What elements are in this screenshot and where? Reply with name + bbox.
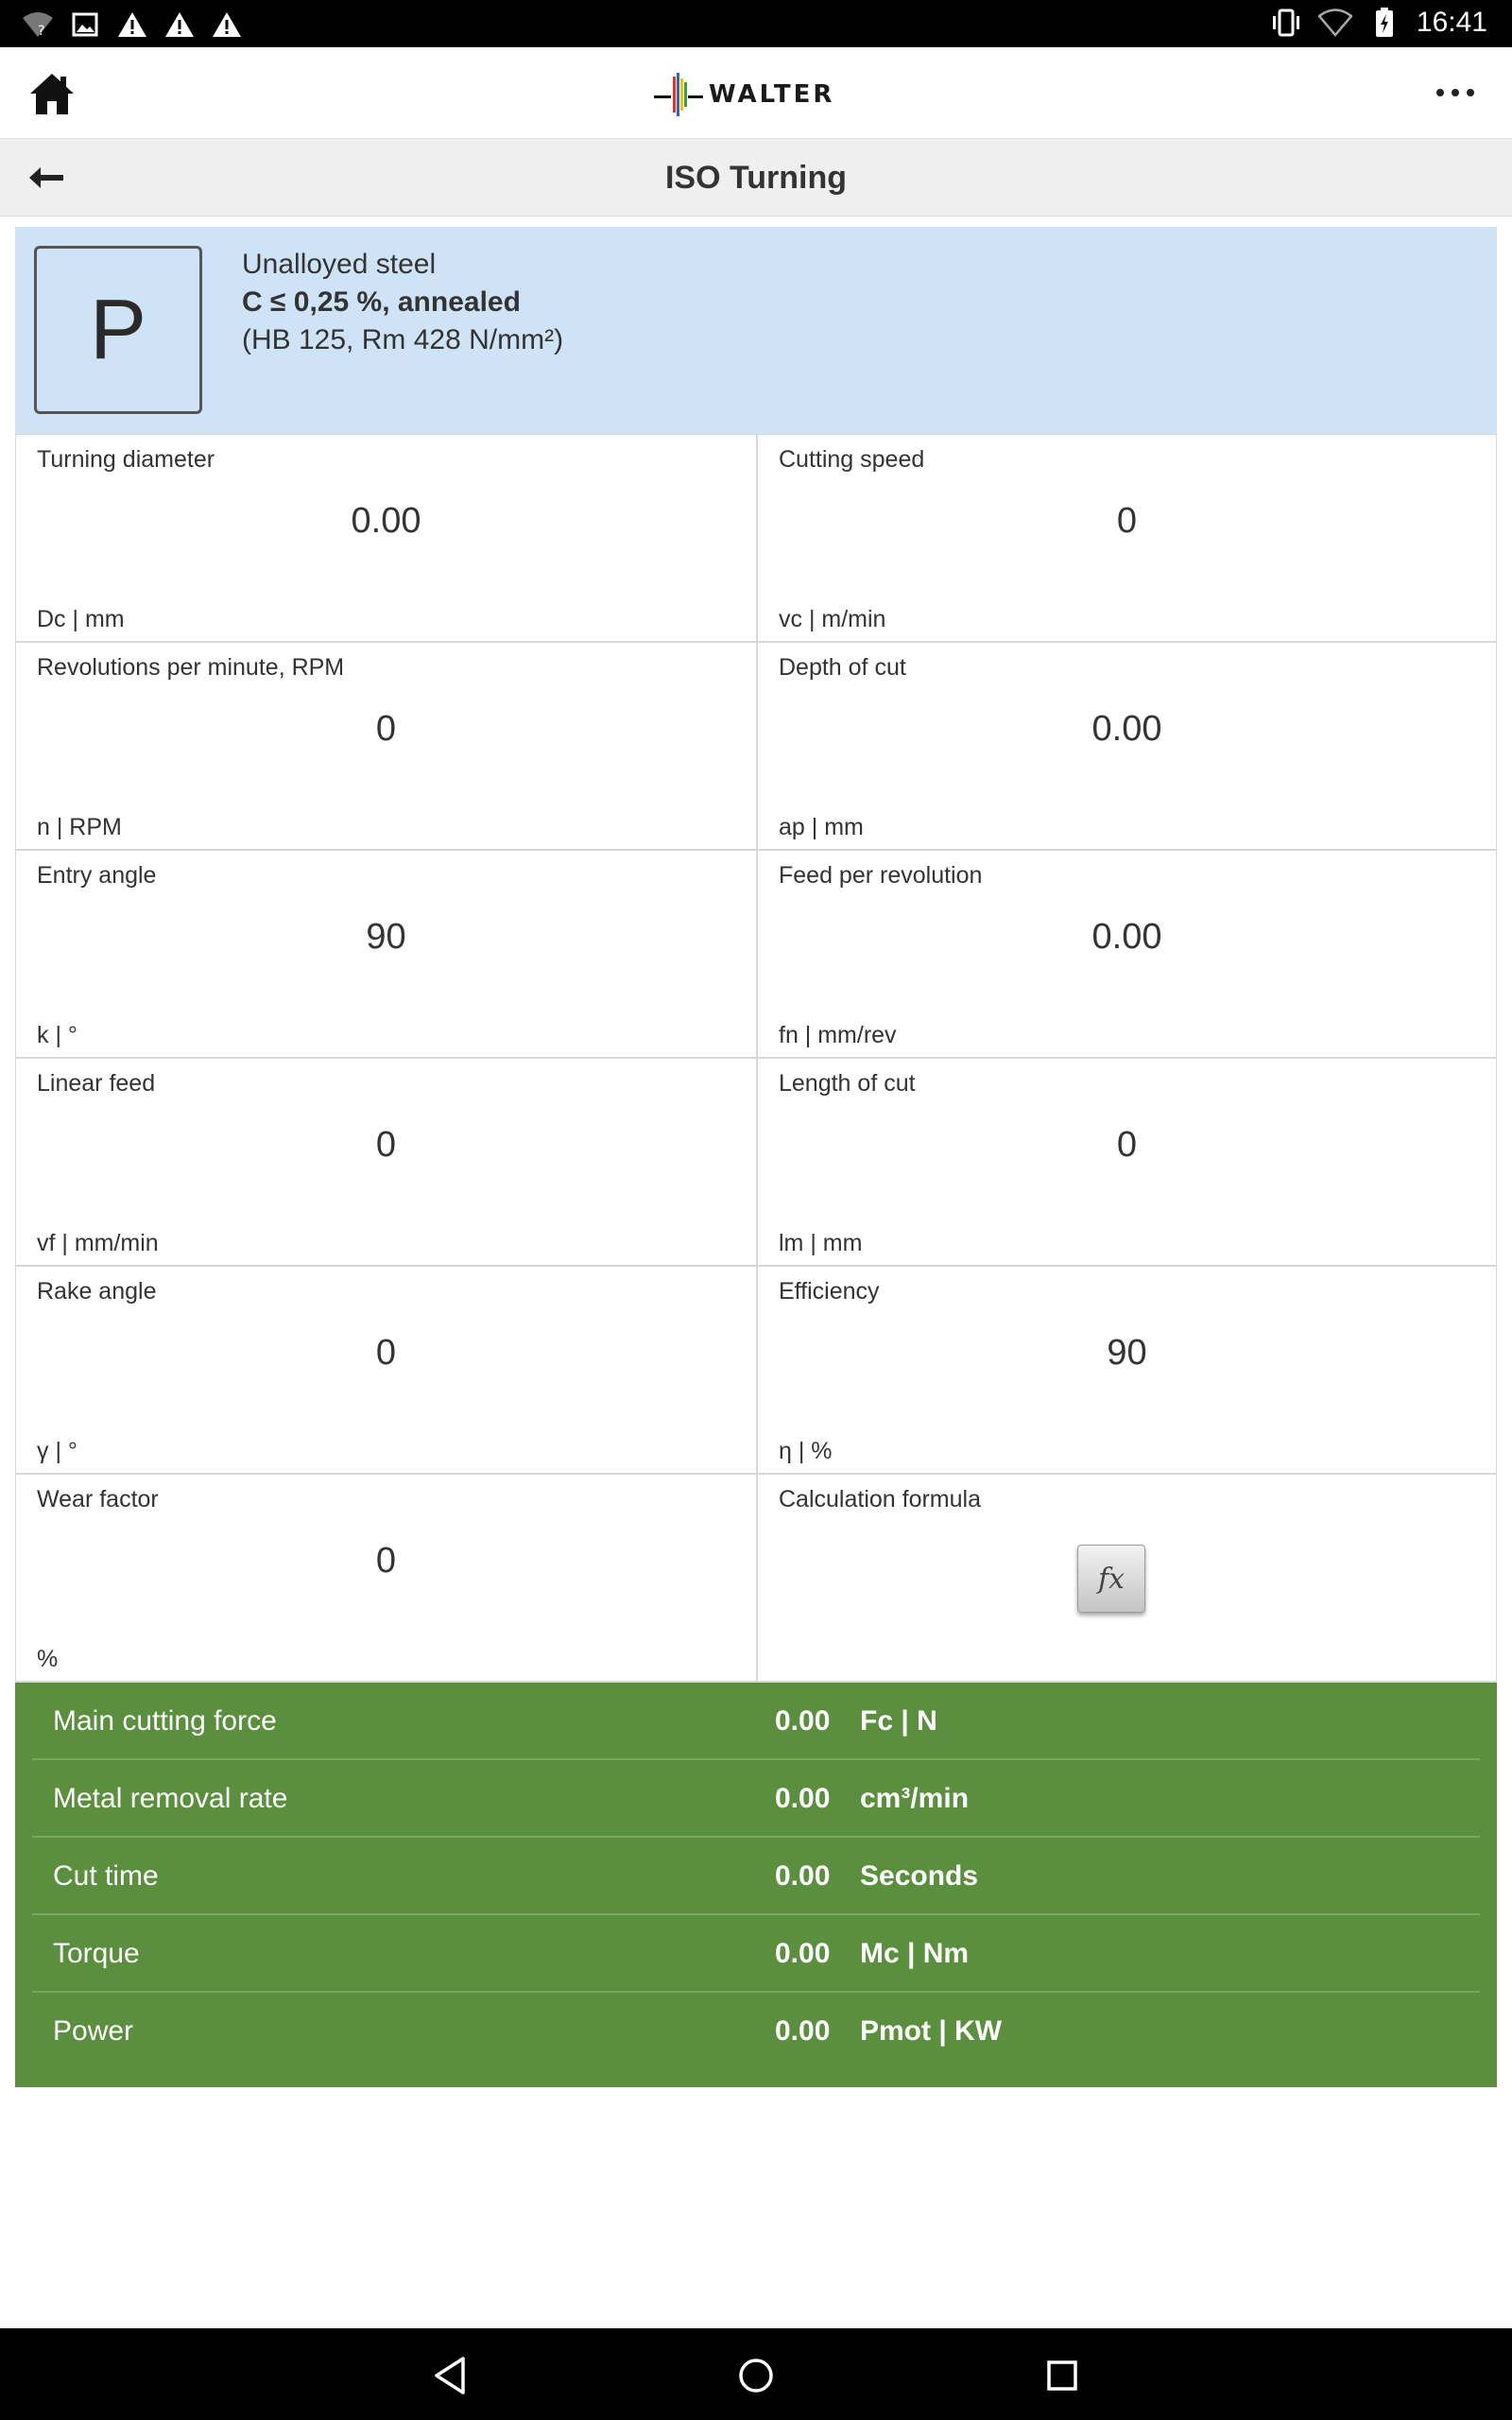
field-label: Entry angle	[37, 862, 157, 889]
field-unit: Dc | mm	[37, 606, 125, 632]
material-description	[242, 246, 563, 359]
field-label: Linear feed	[37, 1070, 156, 1097]
field-unit: vc | m/min	[779, 606, 886, 632]
walter-logo	[654, 68, 858, 121]
field-value[interactable]: 90	[1107, 1333, 1147, 1373]
brand-name: WALTER	[709, 80, 835, 109]
field-value[interactable]: 0.00	[351, 501, 421, 541]
more-dots-icon	[1436, 89, 1444, 96]
material-condition: C ≤ 0,25 %, annealed	[242, 286, 521, 318]
more-options-button[interactable]	[1427, 76, 1484, 110]
linear-feed-field[interactable]	[15, 1059, 756, 1265]
walter-logo-mark	[654, 71, 703, 118]
wifi-icon	[1318, 6, 1352, 40]
field-unit: η | %	[779, 1438, 833, 1464]
formula-button[interactable]: fx	[1077, 1545, 1145, 1613]
wifi-question-icon	[21, 8, 55, 42]
result-unit: cm³/min	[860, 1783, 970, 1814]
field-unit: n | RPM	[37, 814, 122, 840]
nav-recents-icon	[1045, 2359, 1079, 2393]
image-icon	[68, 8, 102, 42]
result-label: Main cutting force	[53, 1705, 277, 1737]
field-label: Revolutions per minute, RPM	[37, 654, 345, 681]
field-unit: k | °	[37, 1022, 77, 1048]
field-value[interactable]: 0	[375, 1333, 397, 1373]
field-unit: γ | °	[37, 1438, 77, 1464]
parameter-row	[15, 1475, 1497, 1683]
field-label: Length of cut	[779, 1070, 916, 1097]
back-arrow-icon	[27, 164, 65, 192]
nav-back-button[interactable]	[423, 2349, 476, 2402]
nav-home-button[interactable]	[730, 2349, 782, 2402]
field-label: Turning diameter	[37, 446, 215, 473]
field-unit: ap | mm	[779, 814, 864, 840]
result-label: Power	[53, 2015, 134, 2047]
result-value: 0.00	[775, 2015, 831, 2047]
clock: 16:41	[1416, 7, 1487, 38]
material-properties: (HB 125, Rm 428 N/mm²)	[242, 324, 564, 355]
parameter-row	[15, 435, 1497, 643]
field-label: Efficiency	[779, 1278, 880, 1305]
result-value: 0.00	[775, 1705, 831, 1737]
material-panel[interactable]	[15, 227, 1497, 435]
field-label: Depth of cut	[779, 654, 906, 681]
nav-back-icon	[431, 2355, 469, 2396]
result-unit: Mc | Nm	[860, 1938, 970, 1969]
result-label: Torque	[53, 1938, 140, 1969]
title-bar	[0, 139, 1512, 216]
result-label: Metal removal rate	[53, 1783, 288, 1814]
field-value[interactable]: 0	[375, 709, 397, 749]
field-unit: vf | mm/min	[37, 1230, 159, 1256]
result-row-power	[32, 1993, 1480, 2070]
wear-factor-field[interactable]	[15, 1475, 756, 1681]
field-label: Cutting speed	[779, 446, 925, 473]
field-label: Calculation formula	[779, 1486, 981, 1512]
field-value[interactable]: 0	[375, 1125, 397, 1165]
field-unit: lm | mm	[779, 1230, 863, 1256]
home-icon	[28, 71, 76, 116]
battery-charging-icon	[1367, 6, 1401, 40]
field-label: Rake angle	[37, 1278, 157, 1305]
field-value[interactable]: 0.00	[1091, 917, 1162, 957]
result-unit: Fc | N	[860, 1705, 937, 1737]
svg-text:?: ?	[38, 24, 45, 39]
result-row-main-cutting-force	[32, 1683, 1480, 1760]
material-group-badge[interactable]: P	[34, 246, 202, 414]
parameter-row	[15, 851, 1497, 1059]
result-unit: Seconds	[860, 1860, 979, 1892]
page-title: ISO Turning	[664, 160, 847, 196]
cutting-speed-field[interactable]	[756, 435, 1497, 641]
field-label: Feed per revolution	[779, 862, 983, 889]
length-of-cut-field[interactable]	[756, 1059, 1497, 1265]
nav-home-icon	[737, 2357, 775, 2394]
status-bar	[0, 0, 1512, 47]
home-button[interactable]	[25, 66, 79, 121]
field-unit: %	[37, 1646, 59, 1672]
warning-icon	[210, 8, 244, 42]
parameter-row	[15, 643, 1497, 851]
result-row-cut-time	[32, 1838, 1480, 1915]
field-value[interactable]: 0	[375, 1541, 397, 1581]
field-value[interactable]: 0	[1116, 501, 1138, 541]
results-panel	[15, 1683, 1497, 2087]
turning-diameter-field[interactable]	[15, 435, 756, 641]
field-value[interactable]: 0.00	[1091, 709, 1162, 749]
system-nav-bar	[0, 2328, 1512, 2420]
nav-recents-button[interactable]	[1036, 2349, 1089, 2402]
parameter-grid	[15, 435, 1497, 1683]
field-value[interactable]: 0	[1116, 1125, 1138, 1165]
efficiency-field[interactable]	[756, 1267, 1497, 1473]
result-unit: Pmot | KW	[860, 2015, 1003, 2047]
parameter-row	[15, 1267, 1497, 1475]
depth-of-cut-field[interactable]	[756, 643, 1497, 849]
result-row-metal-removal-rate	[32, 1760, 1480, 1838]
rpm-field[interactable]	[15, 643, 756, 849]
field-label: Wear factor	[37, 1486, 159, 1512]
material-name: Unalloyed steel	[242, 249, 437, 280]
result-value: 0.00	[775, 1783, 831, 1814]
result-value: 0.00	[775, 1938, 831, 1969]
parameter-row	[15, 1059, 1497, 1267]
feed-per-revolution-field[interactable]	[756, 851, 1497, 1057]
warning-icon	[115, 8, 149, 42]
warning-icon	[163, 8, 197, 42]
calculation-formula-field	[756, 1475, 1497, 1681]
result-label: Cut time	[53, 1860, 159, 1892]
rake-angle-field[interactable]	[15, 1267, 756, 1473]
field-value[interactable]: 90	[366, 917, 406, 957]
system-icons	[1269, 6, 1487, 40]
result-value: 0.00	[775, 1860, 831, 1892]
notification-icons	[21, 8, 244, 42]
app-header	[0, 47, 1512, 139]
entry-angle-field[interactable]	[15, 851, 756, 1057]
back-button[interactable]	[25, 156, 68, 199]
vibrate-icon	[1269, 6, 1303, 40]
result-row-torque	[32, 1915, 1480, 1993]
field-unit: fn | mm/rev	[779, 1022, 897, 1048]
